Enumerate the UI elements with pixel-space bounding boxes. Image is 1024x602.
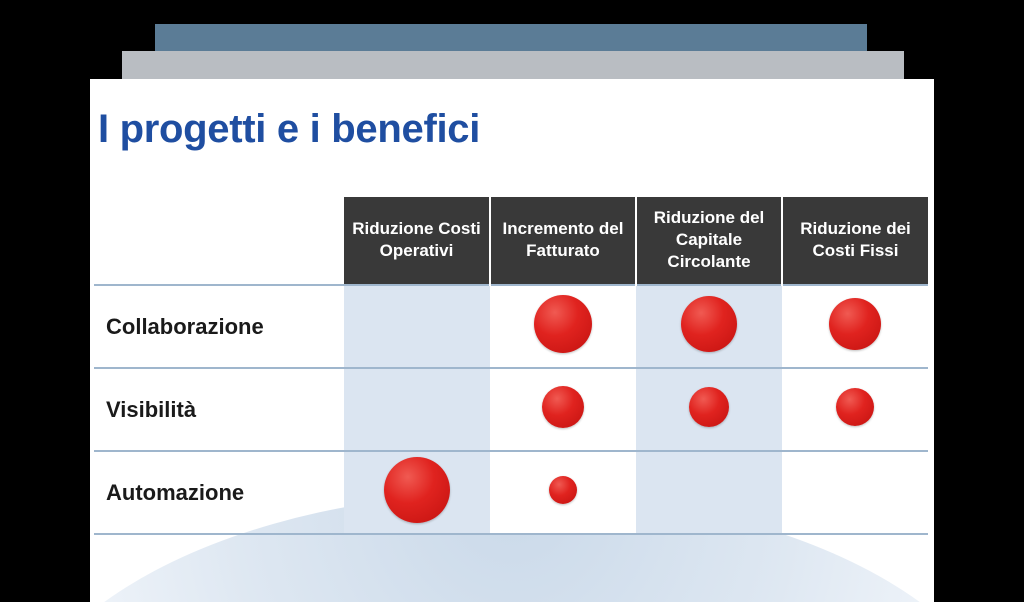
benefit-dot	[534, 295, 592, 353]
benefit-dot	[542, 386, 584, 428]
cell-visibilita-capitale-circolante	[636, 368, 782, 451]
table-body	[94, 285, 928, 534]
cell-automazione-costi-operativi	[344, 451, 490, 534]
column-header-riduzione-del-capitale-circolante: Riduzione del Capitale Circolante	[636, 197, 782, 285]
cell-automazione-capitale-circolante	[636, 451, 782, 534]
cell-automazione-costi-fissi	[782, 451, 928, 534]
row-label-automazione: Automazione	[94, 451, 344, 534]
cell-automazione-fatturato	[490, 451, 636, 534]
column-header-riduzione-costi-operativi: Riduzione Costi Operativi	[344, 197, 490, 285]
row-label-visibilita: Visibilità	[94, 368, 344, 451]
cell-collaborazione-costi-operativi	[344, 285, 490, 368]
table-corner-cell	[94, 197, 344, 285]
slide-canvas	[90, 79, 934, 602]
table-header-row	[94, 197, 928, 285]
cell-visibilita-costi-fissi	[782, 368, 928, 451]
benefit-dot	[549, 476, 577, 504]
cell-collaborazione-costi-fissi	[782, 285, 928, 368]
table-row	[94, 368, 928, 451]
page-title: I progetti e i benefici	[98, 107, 481, 151]
benefit-dot	[384, 457, 450, 523]
cell-collaborazione-capitale-circolante	[636, 285, 782, 368]
benefit-dot	[836, 388, 874, 426]
cell-visibilita-costi-operativi	[344, 368, 490, 451]
row-label-collaborazione: Collaborazione	[94, 285, 344, 368]
table-row	[94, 285, 928, 368]
benefits-table	[94, 197, 928, 535]
benefit-dot	[681, 296, 737, 352]
deck-bar-middle	[122, 51, 904, 79]
table-header	[94, 197, 928, 285]
deck-bar-top	[155, 24, 867, 52]
benefit-dot	[689, 387, 729, 427]
column-header-riduzione-dei-costi-fissi: Riduzione dei Costi Fissi	[782, 197, 928, 285]
table-row	[94, 451, 928, 534]
benefit-dot	[829, 298, 881, 350]
cell-collaborazione-fatturato	[490, 285, 636, 368]
cell-visibilita-fatturato	[490, 368, 636, 451]
benefits-table-wrapper	[94, 197, 930, 535]
column-header-incremento-del-fatturato: Incremento del Fatturato	[490, 197, 636, 285]
